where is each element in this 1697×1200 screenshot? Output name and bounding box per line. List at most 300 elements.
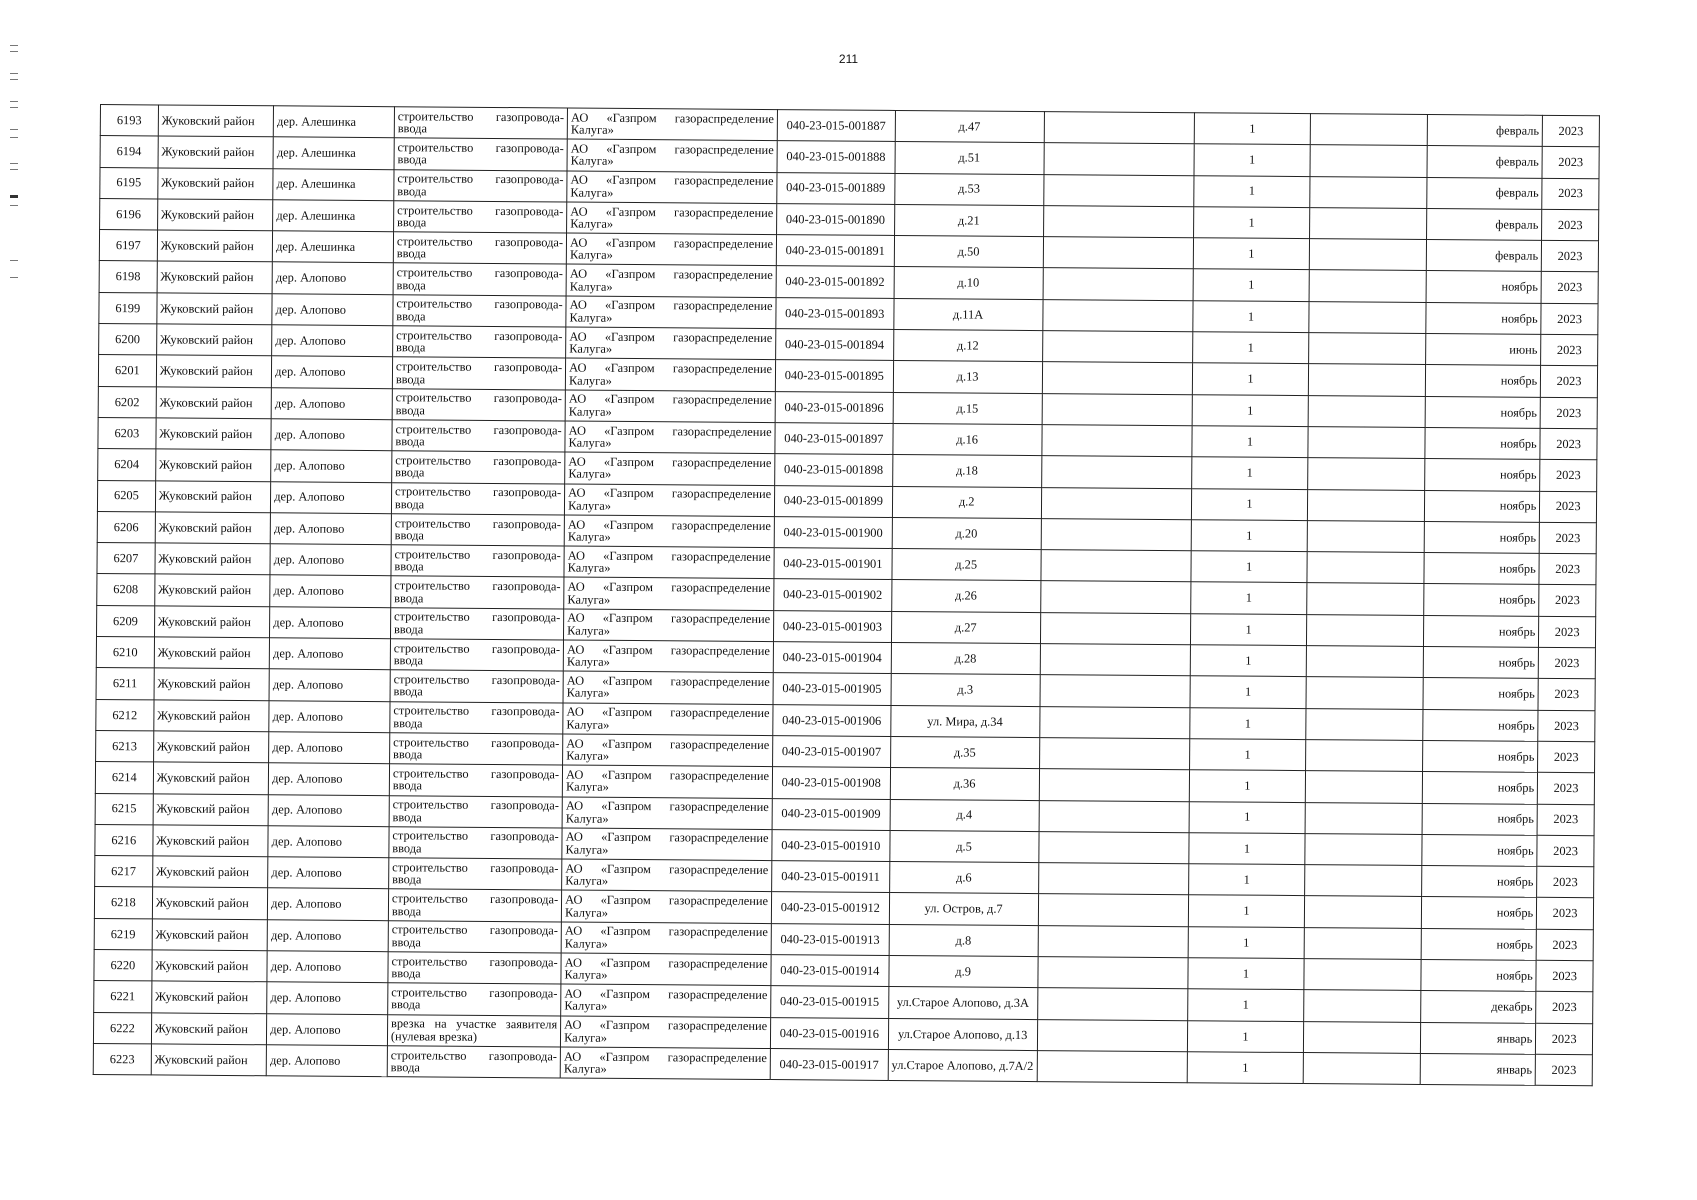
- address-cell: д.50: [894, 236, 1043, 268]
- month-cell: ноябрь: [1421, 897, 1537, 929]
- locality-cell: дер. Алопово: [269, 669, 390, 701]
- quantity-cell: 1: [1192, 332, 1309, 364]
- cadastral-number-cell: 040-23-015-001899: [774, 485, 892, 517]
- work-type-cell: строительство газопровода- ввода: [393, 232, 566, 265]
- work-type-cell: строительство газопровода- ввода: [388, 952, 561, 985]
- work-type-cell: строительство газопровода- ввода: [388, 983, 561, 1016]
- district-cell: Жуковский район: [153, 731, 269, 763]
- empty-cell: [1040, 581, 1190, 613]
- month-cell: ноябрь: [1422, 803, 1538, 835]
- district-cell: Жуковский район: [156, 324, 272, 356]
- cadastral-number-cell: 040-23-015-001904: [773, 642, 891, 674]
- year-cell: 2023: [1539, 585, 1596, 617]
- month-cell: ноябрь: [1426, 271, 1542, 303]
- address-cell: д.10: [894, 267, 1043, 299]
- empty-cell: [1309, 333, 1426, 365]
- district-cell: Жуковский район: [153, 762, 269, 794]
- district-cell: Жуковский район: [153, 793, 269, 825]
- district-cell: Жуковский район: [157, 261, 273, 293]
- cadastral-number-cell: 040-23-015-001891: [776, 235, 894, 267]
- address-cell: д.18: [892, 455, 1041, 487]
- organization-cell: АО «Газпром газораспределение Калуга»: [564, 546, 774, 579]
- district-cell: Жуковский район: [154, 606, 270, 638]
- address-cell: д.26: [891, 580, 1040, 612]
- locality-cell: дер. Алопово: [271, 419, 392, 451]
- work-type-cell: строительство газопровода- ввода: [389, 733, 562, 766]
- address-cell: ул. Остров, д.7: [889, 893, 1038, 925]
- row-number: 6220: [94, 949, 152, 981]
- empty-cell: [1039, 800, 1189, 832]
- cadastral-number-cell: 040-23-015-001887: [777, 110, 895, 142]
- empty-cell: [1310, 239, 1427, 271]
- district-cell: Жуковский район: [158, 168, 274, 200]
- cadastral-number-cell: 040-23-015-001895: [775, 360, 893, 392]
- row-number: 6205: [97, 480, 155, 512]
- year-cell: 2023: [1541, 334, 1598, 366]
- locality-cell: дер. Алешинка: [273, 231, 394, 263]
- year-cell: 2023: [1542, 209, 1599, 241]
- month-cell: ноябрь: [1426, 302, 1542, 334]
- work-type-cell: строительство газопровода- ввода: [394, 138, 567, 171]
- month-cell: ноябрь: [1423, 584, 1539, 616]
- registry-table: [93, 104, 1600, 1086]
- work-type-cell: строительство газопровода- ввода: [390, 639, 563, 672]
- empty-cell: [1309, 301, 1426, 333]
- address-cell: д.15: [893, 392, 1042, 424]
- row-number: 6223: [93, 1043, 151, 1075]
- margin-scan-marks: [8, 45, 22, 285]
- empty-cell: [1307, 552, 1424, 584]
- quantity-cell: 1: [1190, 582, 1307, 614]
- row-number: 6219: [94, 918, 152, 950]
- organization-cell: АО «Газпром газораспределение Калуга»: [566, 233, 776, 266]
- empty-cell: [1042, 425, 1192, 457]
- locality-cell: дер. Алопово: [268, 794, 389, 826]
- locality-cell: дер. Алопово: [272, 325, 393, 357]
- address-cell: ул.Старое Алопово, д.13: [888, 1018, 1037, 1050]
- empty-cell: [1304, 1021, 1421, 1053]
- organization-cell: АО «Газпром газораспределение Калуга»: [564, 609, 774, 642]
- address-cell: д.5: [889, 830, 1038, 862]
- row-number: 6198: [99, 261, 157, 293]
- locality-cell: дер. Алопово: [272, 262, 393, 294]
- work-type-cell: строительство газопровода- ввода: [389, 858, 562, 891]
- cadastral-number-cell: 040-23-015-001909: [772, 798, 890, 830]
- work-type-cell: строительство газопровода- ввода: [387, 1046, 560, 1079]
- work-type-cell: строительство газопровода- ввода: [388, 889, 561, 922]
- address-cell: д.27: [891, 611, 1040, 643]
- district-cell: Жуковский район: [151, 1013, 267, 1045]
- locality-cell: дер. Алопово: [267, 1013, 388, 1045]
- row-number: 6196: [100, 198, 158, 230]
- row-number: 6200: [99, 324, 157, 356]
- year-cell: 2023: [1537, 866, 1594, 898]
- row-number: 6194: [100, 136, 158, 168]
- year-cell: 2023: [1540, 460, 1597, 492]
- cadastral-number-cell: 040-23-015-001915: [771, 986, 889, 1018]
- empty-cell: [1306, 740, 1423, 772]
- district-cell: Жуковский район: [157, 293, 273, 325]
- empty-cell: [1309, 270, 1426, 302]
- row-number: 6215: [95, 793, 153, 825]
- district-cell: Жуковский район: [154, 637, 270, 669]
- row-number: 6201: [98, 355, 156, 387]
- month-cell: январь: [1420, 1053, 1536, 1085]
- work-type-cell: строительство газопровода- ввода: [392, 451, 565, 484]
- row-number: 6213: [96, 730, 154, 762]
- address-cell: д.2: [892, 486, 1041, 518]
- locality-cell: дер. Алопово: [272, 356, 393, 388]
- work-type-cell: строительство газопровода- ввода: [393, 263, 566, 296]
- quantity-cell: 1: [1189, 833, 1306, 865]
- quantity-cell: 1: [1187, 1052, 1304, 1084]
- work-type-cell: строительство газопровода- ввода: [391, 545, 564, 578]
- work-type-cell: строительство газопровода- ввода: [394, 107, 567, 140]
- work-type-cell: строительство газопровода- ввода: [392, 388, 565, 421]
- quantity-cell: 1: [1188, 926, 1305, 958]
- month-cell: февраль: [1426, 208, 1542, 240]
- work-type-cell: строительство газопровода- ввода: [391, 482, 564, 515]
- district-cell: Жуковский район: [157, 230, 273, 262]
- month-cell: ноябрь: [1421, 959, 1537, 991]
- organization-cell: АО «Газпром газораспределение Калуга»: [567, 202, 777, 235]
- month-cell: июнь: [1425, 334, 1541, 366]
- empty-cell: [1043, 174, 1193, 206]
- year-cell: 2023: [1542, 147, 1599, 179]
- year-cell: 2023: [1536, 960, 1593, 992]
- year-cell: 2023: [1541, 366, 1598, 398]
- cadastral-number-cell: 040-23-015-001901: [774, 548, 892, 580]
- locality-cell: дер. Алопово: [271, 450, 392, 482]
- organization-cell: АО «Газпром газораспределение Калуга»: [563, 703, 773, 736]
- empty-cell: [1040, 644, 1190, 676]
- empty-cell: [1305, 833, 1422, 865]
- locality-cell: дер. Алопово: [267, 982, 388, 1014]
- quantity-cell: 1: [1188, 895, 1305, 927]
- empty-cell: [1042, 362, 1192, 394]
- quantity-cell: 1: [1193, 207, 1310, 239]
- empty-cell: [1039, 706, 1189, 738]
- cadastral-number-cell: 040-23-015-001888: [777, 141, 895, 173]
- month-cell: февраль: [1427, 177, 1543, 209]
- organization-cell: АО «Газпром газораспределение Калуга»: [561, 1016, 771, 1049]
- quantity-cell: 1: [1188, 864, 1305, 896]
- row-number: 6207: [97, 543, 155, 575]
- quantity-cell: 1: [1189, 801, 1306, 833]
- locality-cell: дер. Алешинка: [273, 106, 394, 138]
- district-cell: Жуковский район: [156, 418, 272, 450]
- work-type-cell: врезка на участке заявителя (нулевая врезка): [387, 1014, 560, 1047]
- work-type-cell: строительство газопровода- ввода: [389, 764, 562, 797]
- row-number: 6212: [96, 699, 154, 731]
- organization-cell: АО «Газпром газораспределение Калуга»: [561, 984, 771, 1017]
- row-number: 6197: [99, 230, 157, 262]
- locality-cell: дер. Алопово: [271, 387, 392, 419]
- organization-cell: АО «Газпром газораспределение Калуга»: [560, 1047, 770, 1080]
- month-cell: ноябрь: [1425, 396, 1541, 428]
- cadastral-number-cell: 040-23-015-001910: [772, 829, 890, 861]
- empty-cell: [1310, 145, 1427, 177]
- empty-cell: [1310, 176, 1427, 208]
- row-number: 6209: [97, 605, 155, 637]
- quantity-cell: 1: [1194, 144, 1311, 176]
- address-cell: д.20: [892, 517, 1041, 549]
- address-cell: ул.Старое Алопово, д.7А/2: [888, 1049, 1037, 1081]
- empty-cell: [1306, 677, 1423, 709]
- year-cell: 2023: [1536, 1023, 1593, 1055]
- cadastral-number-cell: 040-23-015-001902: [774, 579, 892, 611]
- organization-cell: АО «Газпром газораспределение Калуга»: [562, 765, 772, 798]
- cadastral-number-cell: 040-23-015-001896: [775, 391, 893, 423]
- empty-cell: [1306, 708, 1423, 740]
- year-cell: 2023: [1542, 241, 1599, 273]
- empty-cell: [1041, 456, 1191, 488]
- organization-cell: АО «Газпром газораспределение Калуга»: [565, 390, 775, 423]
- work-type-cell: строительство газопровода- ввода: [390, 701, 563, 734]
- organization-cell: АО «Газпром газораспределение Калуга»: [567, 108, 777, 141]
- empty-cell: [1304, 927, 1421, 959]
- month-cell: ноябрь: [1424, 553, 1540, 585]
- year-cell: 2023: [1538, 741, 1595, 773]
- locality-cell: дер. Алопово: [267, 919, 388, 951]
- cadastral-number-cell: 040-23-015-001905: [773, 673, 891, 705]
- empty-cell: [1304, 990, 1421, 1022]
- district-cell: Жуковский район: [155, 512, 271, 544]
- row-number: 6199: [99, 292, 157, 324]
- organization-cell: АО «Газпром газораспределение Калуга»: [561, 953, 771, 986]
- locality-cell: дер. Алопово: [268, 857, 389, 889]
- month-cell: ноябрь: [1424, 459, 1540, 491]
- quantity-cell: 1: [1190, 613, 1307, 645]
- month-cell: ноябрь: [1423, 678, 1539, 710]
- empty-cell: [1043, 268, 1193, 300]
- row-number: 6204: [98, 449, 156, 481]
- year-cell: 2023: [1539, 616, 1596, 648]
- organization-cell: АО «Газпром газораспределение Калуга»: [564, 515, 774, 548]
- quantity-cell: 1: [1194, 113, 1311, 145]
- year-cell: 2023: [1541, 272, 1598, 304]
- locality-cell: дер. Алешинка: [273, 168, 394, 200]
- year-cell: 2023: [1538, 647, 1595, 679]
- cadastral-number-cell: 040-23-015-001894: [776, 329, 894, 361]
- empty-cell: [1306, 771, 1423, 803]
- empty-cell: [1310, 207, 1427, 239]
- year-cell: 2023: [1540, 397, 1597, 429]
- district-cell: Жуковский район: [152, 887, 268, 919]
- cadastral-number-cell: 040-23-015-001889: [777, 172, 895, 204]
- locality-cell: дер. Алопово: [270, 513, 391, 545]
- empty-cell: [1308, 458, 1425, 490]
- year-cell: 2023: [1536, 929, 1593, 961]
- empty-cell: [1308, 395, 1425, 427]
- empty-cell: [1304, 959, 1421, 991]
- district-cell: Жуковский район: [155, 543, 271, 575]
- locality-cell: дер. Алопово: [267, 951, 388, 983]
- district-cell: Жуковский район: [157, 199, 273, 231]
- locality-cell: дер. Алешинка: [273, 200, 394, 232]
- district-cell: Жуковский район: [152, 950, 268, 982]
- district-cell: Жуковский район: [154, 574, 270, 606]
- district-cell: Жуковский район: [154, 700, 270, 732]
- district-cell: Жуковский район: [156, 387, 272, 419]
- cadastral-number-cell: 040-23-015-001916: [770, 1017, 888, 1049]
- cadastral-number-cell: 040-23-015-001897: [775, 423, 893, 455]
- locality-cell: дер. Алопово: [266, 1045, 387, 1077]
- empty-cell: [1043, 237, 1193, 269]
- month-cell: ноябрь: [1421, 866, 1537, 898]
- empty-cell: [1037, 988, 1187, 1020]
- year-cell: 2023: [1537, 898, 1594, 930]
- empty-cell: [1038, 957, 1188, 989]
- year-cell: 2023: [1539, 522, 1596, 554]
- quantity-cell: 1: [1189, 739, 1306, 771]
- district-cell: Жуковский район: [152, 919, 268, 951]
- cadastral-number-cell: 040-23-015-001903: [774, 610, 892, 642]
- empty-cell: [1040, 675, 1190, 707]
- empty-cell: [1308, 427, 1425, 459]
- year-cell: 2023: [1542, 178, 1599, 210]
- work-type-cell: строительство газопровода- ввода: [392, 357, 565, 390]
- empty-cell: [1037, 1050, 1187, 1082]
- row-number: 6216: [95, 824, 153, 856]
- month-cell: ноябрь: [1422, 772, 1538, 804]
- year-cell: 2023: [1537, 835, 1594, 867]
- row-number: 6214: [95, 762, 153, 794]
- organization-cell: АО «Газпром газораспределение Калуга»: [566, 296, 776, 329]
- cadastral-number-cell: 040-23-015-001892: [776, 266, 894, 298]
- quantity-cell: 1: [1192, 394, 1309, 426]
- empty-cell: [1044, 143, 1194, 175]
- empty-cell: [1041, 550, 1191, 582]
- empty-cell: [1039, 769, 1189, 801]
- cadastral-number-cell: 040-23-015-001900: [774, 516, 892, 548]
- quantity-cell: 1: [1187, 1020, 1304, 1052]
- empty-cell: [1303, 1052, 1420, 1084]
- cadastral-number-cell: 040-23-015-001906: [773, 704, 891, 736]
- year-cell: 2023: [1542, 115, 1599, 147]
- work-type-cell: строительство газопровода- ввода: [392, 420, 565, 453]
- address-cell: д.53: [894, 173, 1043, 205]
- organization-cell: АО «Газпром газораспределение Калуга»: [562, 859, 772, 892]
- table-body: [93, 105, 1599, 1086]
- organization-cell: АО «Газпром газораспределение Калуга»: [567, 171, 777, 204]
- empty-cell: [1042, 393, 1192, 425]
- year-cell: 2023: [1536, 992, 1593, 1024]
- locality-cell: дер. Алопово: [270, 575, 391, 607]
- address-cell: д.3: [891, 674, 1040, 706]
- empty-cell: [1305, 802, 1422, 834]
- cadastral-number-cell: 040-23-015-001911: [772, 861, 890, 893]
- address-cell: ул. Мира, д.34: [890, 705, 1039, 737]
- quantity-cell: 1: [1190, 645, 1307, 677]
- organization-cell: АО «Газпром газораспределение Калуга»: [565, 421, 775, 454]
- address-cell: д.21: [894, 204, 1043, 236]
- quantity-cell: 1: [1189, 770, 1306, 802]
- empty-cell: [1041, 487, 1191, 519]
- month-cell: февраль: [1427, 114, 1543, 146]
- empty-cell: [1307, 583, 1424, 615]
- locality-cell: дер. Алешинка: [273, 137, 394, 169]
- organization-cell: АО «Газпром газораспределение Калуга»: [561, 922, 771, 955]
- empty-cell: [1041, 518, 1191, 550]
- address-cell: д.12: [893, 330, 1042, 362]
- organization-cell: АО «Газпром газораспределение Калуга»: [563, 640, 773, 673]
- work-type-cell: строительство газопровода- ввода: [393, 201, 566, 234]
- month-cell: ноябрь: [1424, 521, 1540, 553]
- work-type-cell: строительство газопровода- ввода: [389, 827, 562, 860]
- month-cell: ноябрь: [1422, 740, 1538, 772]
- year-cell: 2023: [1540, 491, 1597, 523]
- organization-cell: АО «Газпром газораспределение Калуга»: [563, 671, 773, 704]
- empty-cell: [1038, 831, 1188, 863]
- month-cell: ноябрь: [1423, 709, 1539, 741]
- year-cell: 2023: [1538, 710, 1595, 742]
- year-cell: 2023: [1538, 679, 1595, 711]
- address-cell: д.35: [890, 736, 1039, 768]
- locality-cell: дер. Алопово: [270, 544, 391, 576]
- month-cell: февраль: [1426, 240, 1542, 272]
- month-cell: ноябрь: [1423, 615, 1539, 647]
- row-number: 6195: [100, 167, 158, 199]
- quantity-cell: 1: [1190, 676, 1307, 708]
- address-cell: д.13: [893, 361, 1042, 393]
- empty-cell: [1307, 614, 1424, 646]
- page-number: 211: [838, 52, 859, 66]
- year-cell: 2023: [1535, 1054, 1592, 1086]
- month-cell: ноябрь: [1423, 646, 1539, 678]
- empty-cell: [1042, 331, 1192, 363]
- empty-cell: [1311, 114, 1428, 146]
- address-cell: ул.Старое Алопово, д.3А: [888, 987, 1037, 1019]
- district-cell: Жуковский район: [151, 1044, 267, 1076]
- address-cell: д.51: [895, 142, 1044, 174]
- empty-cell: [1044, 112, 1194, 144]
- quantity-cell: 1: [1191, 457, 1308, 489]
- cadastral-number-cell: 040-23-015-001912: [771, 892, 889, 924]
- cadastral-number-cell: 040-23-015-001908: [772, 767, 890, 799]
- month-cell: ноябрь: [1421, 928, 1537, 960]
- year-cell: 2023: [1537, 804, 1594, 836]
- locality-cell: дер. Алопово: [272, 294, 393, 326]
- cadastral-number-cell: 040-23-015-001893: [776, 297, 894, 329]
- cadastral-number-cell: 040-23-015-001913: [771, 923, 889, 955]
- quantity-cell: 1: [1187, 989, 1304, 1021]
- empty-cell: [1305, 896, 1422, 928]
- district-cell: Жуковский район: [156, 355, 272, 387]
- work-type-cell: строительство газопровода- ввода: [391, 576, 564, 609]
- organization-cell: АО «Газпром газораспределение Калуга»: [565, 484, 775, 517]
- quantity-cell: 1: [1191, 551, 1308, 583]
- address-cell: д.25: [892, 549, 1041, 581]
- row-number: 6193: [100, 105, 158, 137]
- empty-cell: [1307, 646, 1424, 678]
- month-cell: февраль: [1427, 146, 1543, 178]
- district-cell: Жуковский район: [152, 856, 268, 888]
- locality-cell: дер. Алопово: [269, 763, 390, 795]
- year-cell: 2023: [1541, 303, 1598, 335]
- organization-cell: АО «Газпром газораспределение Калуга»: [561, 890, 771, 923]
- month-cell: ноябрь: [1422, 834, 1538, 866]
- quantity-cell: 1: [1192, 363, 1309, 395]
- work-type-cell: строительство газопровода- ввода: [393, 326, 566, 359]
- address-cell: д.11А: [893, 298, 1042, 330]
- locality-cell: дер. Алопово: [268, 888, 389, 920]
- address-cell: д.28: [891, 642, 1040, 674]
- locality-cell: дер. Алопово: [269, 732, 390, 764]
- address-cell: д.16: [892, 423, 1041, 455]
- organization-cell: АО «Газпром газораспределение Калуга»: [562, 828, 772, 861]
- quantity-cell: 1: [1188, 958, 1305, 990]
